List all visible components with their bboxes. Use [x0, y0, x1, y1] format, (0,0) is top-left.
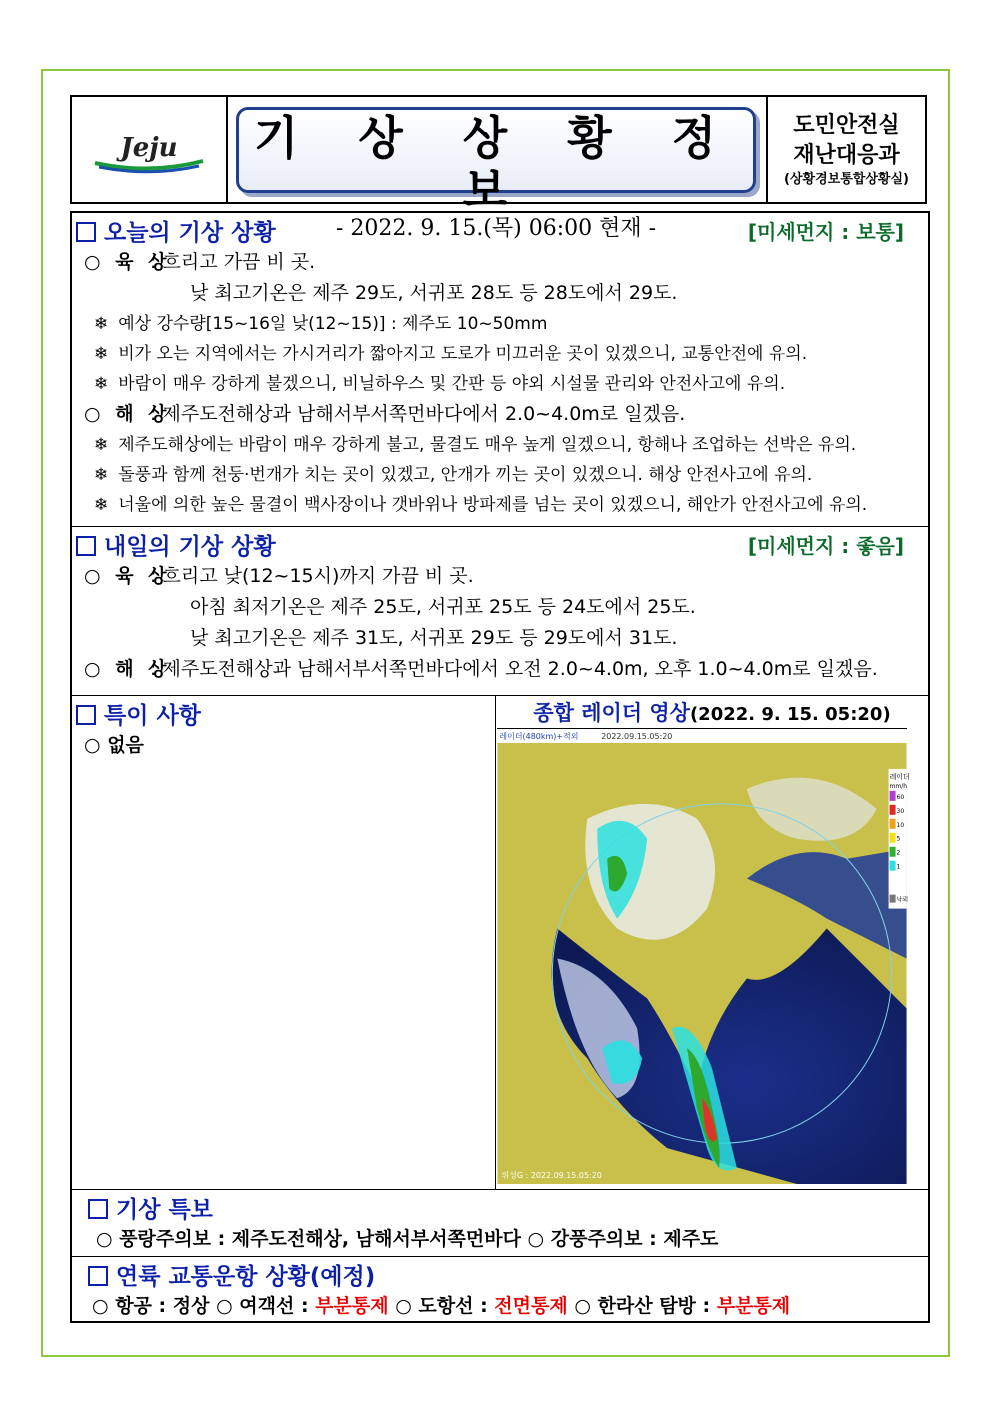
tomorrow-dust: [미세먼지 : 좋음]	[747, 533, 904, 558]
jeju-logo	[72, 97, 228, 202]
today-dust: [미세먼지 : 보통]	[747, 219, 904, 244]
svg-text:낙뢰: 낙뢰	[896, 896, 909, 904]
today-sea: ○ 해 상 : 제주도전해상과 남해서부서쪽먼바다에서 2.0~4.0m로 일겠음.	[84, 403, 686, 425]
checkbox-icon	[76, 222, 96, 242]
checkbox-icon	[76, 536, 96, 556]
dept-line-2: 재난대응과	[793, 142, 900, 168]
svg-text:2: 2	[896, 849, 901, 857]
traffic-status: ○ 항공 : 정상 ○ 여객선 : 부분통제 ○ 도항선 : 전면통제 ○ 한라산 탐방 : 부분통제	[92, 1295, 791, 1317]
tomorrow-land: ○ 육 상 : 흐리고 낮(12~15시)까지 가끔 비 곳.	[84, 565, 474, 587]
svg-text:위성G : 2022.09.15.05:20: 위성G : 2022.09.15.05:20	[501, 1171, 602, 1181]
dept-line-1: 도민안전실	[793, 112, 900, 138]
checkbox-icon	[88, 1266, 108, 1286]
tomorrow-land-max: 낮 최고기온은 제주 31도, 서귀포 29도 등 29도에서 31도.	[190, 627, 678, 649]
radar-title: 종합 레이더 영상(2022. 9. 15. 05:20)	[533, 701, 891, 725]
today-sea-note-2: ❄ 돌풍과 함께 천둥·번개가 치는 곳이 있겠고, 안개가 끼는 곳이 있겠으니. 해상 안전사고에 유의.	[94, 465, 813, 485]
radar-image	[497, 728, 910, 1184]
report-body	[70, 211, 930, 1323]
tomorrow-sea: ○ 해 상 : 제주도전해상과 남해서부서쪽먼바다에서 오전 2.0~4.0m, 오후 1.0~4.0m로 일겠음.	[84, 658, 878, 680]
traffic-heading: 연륙 교통운항 상황(예정)	[72, 1257, 928, 1291]
svg-text:레이더(480km)+적외: 레이더(480km)+적외	[499, 731, 579, 741]
today-note-3: ❄ 바람이 매우 강하게 불겠으니, 비닐하우스 및 간판 등 야외 시설물 관리와 안전사고에 유의.	[94, 374, 786, 394]
checkbox-icon	[88, 1199, 108, 1219]
today-note-2: ❄ 비가 오는 지역에서는 가시거리가 짧아지고 도로가 미끄러운 곳이 있겠으니, 교통안전에 유의.	[94, 344, 808, 364]
page-title: 기 상 상 황 정 보	[253, 111, 739, 217]
svg-text:30: 30	[896, 807, 905, 815]
svg-text:10: 10	[896, 821, 905, 829]
today-land-temp: 낮 최고기온은 제주 29도, 서귀포 28도 등 28도에서 29도.	[190, 282, 678, 304]
report-date: - 2022. 9. 15.(목) 06:00 현재 -	[335, 216, 657, 241]
svg-text:Jeju: Jeju	[120, 132, 178, 163]
svg-text:레이더: 레이더	[889, 772, 910, 781]
today-section	[72, 213, 928, 527]
svg-text:1: 1	[896, 863, 901, 871]
today-note-1: ❄ 예상 강수량[15~16일 낮(12~15)] : 제주도 10~50mm	[94, 314, 548, 334]
department	[768, 97, 925, 202]
traffic-section	[72, 1257, 928, 1323]
warnings-section	[72, 1190, 928, 1257]
special-item: ○ 없음	[84, 734, 144, 756]
svg-text:60: 60	[896, 793, 905, 801]
svg-text:5: 5	[896, 835, 901, 843]
tomorrow-heading: 내일의 기상 상황 [미세먼지 : 좋음]	[72, 527, 928, 561]
radar-panel	[496, 696, 928, 1189]
special-heading: 특이 사항	[72, 696, 495, 730]
today-sea-note-3: ❄ 너울에 의한 높은 물결이 백사장이나 갯바위나 방파제를 넘는 곳이 있겠으니, 해안가 안전사고에 유의.	[94, 495, 868, 515]
checkbox-icon	[76, 705, 96, 725]
jeju-logo-icon	[89, 125, 209, 175]
today-sea-note-1: ❄ 제주도해상에는 바람이 매우 강하게 불고, 물결도 매우 높게 일겠으니, 항해나 조업하는 선박은 유의.	[94, 435, 857, 455]
today-land: ○ 육 상 : 흐리고 가끔 비 곳.	[84, 251, 316, 273]
special-notes	[72, 696, 496, 1189]
today-heading: 오늘의 기상 상황 [미세먼지 : 보통]	[72, 213, 928, 247]
svg-text:2022.09.15.05:20: 2022.09.15.05:20	[601, 731, 673, 741]
warnings-text: ○ 풍랑주의보 : 제주도전해상, 남해서부서쪽먼바다 ○ 강풍주의보 : 제주도	[96, 1228, 719, 1250]
dept-line-3: (상황경보통합상황실)	[784, 171, 909, 187]
warnings-heading: 기상 특보	[72, 1190, 928, 1224]
special-section	[72, 696, 928, 1190]
tomorrow-section	[72, 527, 928, 696]
tomorrow-land-min: 아침 최저기온은 제주 25도, 서귀포 25도 등 24도에서 25도.	[190, 596, 696, 618]
svg-text:mm/h: mm/h	[889, 782, 908, 790]
